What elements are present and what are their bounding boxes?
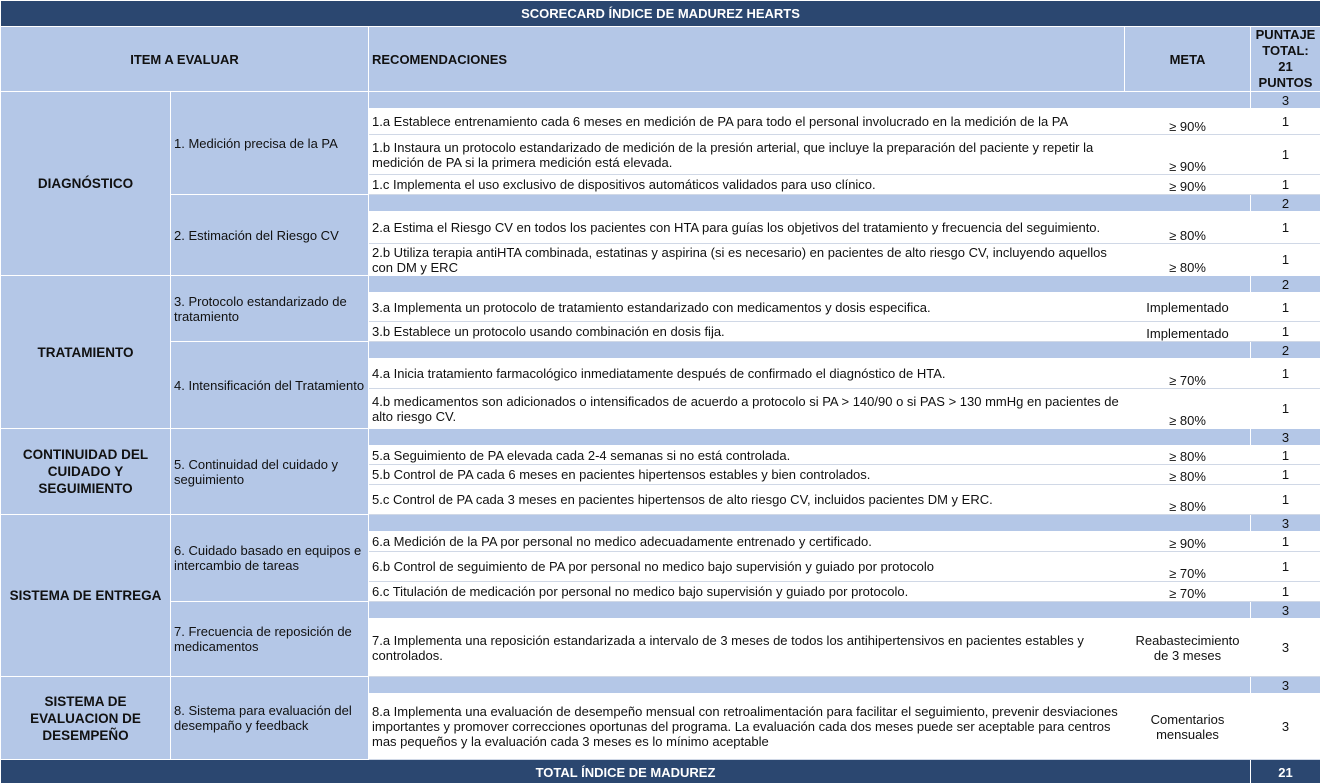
- meta-1a: ≥ 90%: [1125, 109, 1251, 135]
- points-4a: 1: [1251, 359, 1320, 389]
- group-spacer: [369, 92, 1251, 109]
- recommendation-1c: 1.c Implementa el uso exclusivo de dispositivos automáticos validados para uso clínico.: [369, 175, 1125, 195]
- points-6c: 1: [1251, 582, 1320, 602]
- group-points-8: 3: [1251, 677, 1320, 694]
- points-8a: 3: [1251, 694, 1320, 760]
- meta-4b: ≥ 80%: [1125, 389, 1251, 429]
- group-points-4: 2: [1251, 342, 1320, 359]
- category-diagnostico: DIAGNÓSTICO: [1, 92, 171, 276]
- meta-8a: Comentarios mensuales: [1125, 694, 1251, 760]
- points-1b: 1: [1251, 135, 1320, 175]
- category-tratamiento: TRATAMIENTO: [1, 276, 171, 429]
- meta-2b: ≥ 80%: [1125, 244, 1251, 276]
- item-1: 1. Medición precisa de la PA: [171, 92, 369, 195]
- meta-1b: ≥ 90%: [1125, 135, 1251, 175]
- points-3b: 1: [1251, 322, 1320, 342]
- meta-4a: ≥ 70%: [1125, 359, 1251, 389]
- meta-2a: ≥ 80%: [1125, 212, 1251, 244]
- recommendation-6a: 6.a Medición de la PA por personal no medico adecuadamente entrenado y certificado.: [369, 532, 1125, 552]
- header-recommendations: RECOMENDACIONES: [369, 27, 1125, 92]
- group-spacer: [369, 429, 1251, 446]
- group-spacer: [369, 515, 1251, 532]
- meta-6c: ≥ 70%: [1125, 582, 1251, 602]
- points-6a: 1: [1251, 532, 1320, 552]
- item-6: 6. Cuidado basado en equipos e intercambio de tareas: [171, 515, 369, 602]
- points-5a: 1: [1251, 446, 1320, 465]
- recommendation-5c: 5.c Control de PA cada 3 meses en pacientes hipertensos de alto riesgo CV, incluidos pacientes DM y ERC.: [369, 485, 1125, 515]
- points-4b: 1: [1251, 389, 1320, 429]
- item-7: 7. Frecuencia de reposición de medicamentos: [171, 602, 369, 677]
- recommendation-7a: 7.a Implementa una reposición estandarizada a intervalo de 3 meses de todos los antihipertensivos en pacientes estables y controlados.: [369, 619, 1125, 677]
- points-3a: 1: [1251, 293, 1320, 322]
- meta-3b: Implementado: [1125, 322, 1251, 342]
- meta-5c: ≥ 80%: [1125, 485, 1251, 515]
- group-points-1: 3: [1251, 92, 1320, 109]
- meta-6a: ≥ 90%: [1125, 532, 1251, 552]
- recommendation-2b: 2.b Utiliza terapia antiHTA combinada, estatinas y aspirina (si es necesario) en pacientes de alto riesgo CV, incluyendo aquellos con DM y ERC: [369, 244, 1125, 276]
- meta-3a: Implementado: [1125, 293, 1251, 322]
- points-1c: 1: [1251, 175, 1320, 195]
- recommendation-2a: 2.a Estima el Riesgo CV en todos los pacientes con HTA para guías los objetivos del tratamiento y frecuencia del seguimiento.: [369, 212, 1125, 244]
- points-2b: 1: [1251, 244, 1320, 276]
- header-item: ITEM A EVALUAR: [1, 27, 369, 92]
- points-1a: 1: [1251, 109, 1320, 135]
- recommendation-1b: 1.b Instaura un protocolo estandarizado de medición de la presión arterial, que incluye la preparación del paciente y repetir la medición de PA si la primera medición está elevada.: [369, 135, 1125, 175]
- points-7a: 3: [1251, 619, 1320, 677]
- recommendation-3b: 3.b Establece un protocolo usando combinación en dosis fija.: [369, 322, 1125, 342]
- category-continuidad: CONTINUIDAD DEL CUIDADO Y SEGUIMIENTO: [1, 429, 171, 515]
- header-meta: META: [1125, 27, 1251, 92]
- recommendation-4a: 4.a Inicia tratamiento farmacológico inmediatamente después de confirmado el diagnóstico de HTA.: [369, 359, 1125, 389]
- recommendation-5b: 5.b Control de PA cada 6 meses en pacientes hipertensos estables y bien controlados.: [369, 465, 1125, 485]
- recommendation-1a: 1.a Establece entrenamiento cada 6 meses en medición de PA para todo el personal involucrado en la medición de la PA: [369, 109, 1125, 135]
- points-5b: 1: [1251, 465, 1320, 485]
- meta-7a: Reabastecimiento de 3 meses: [1125, 619, 1251, 677]
- points-6b: 1: [1251, 552, 1320, 582]
- item-8: 8. Sistema para evaluación del desempaño y feedback: [171, 677, 369, 760]
- meta-6b: ≥ 70%: [1125, 552, 1251, 582]
- category-evaluacion: SISTEMA DE EVALUACION DE DESEMPEÑO: [1, 677, 171, 760]
- recommendation-4b: 4.b medicamentos son adicionados o intensificados de acuerdo a protocolo si PA > 140/90 o si PAS > 130 mmHg en pacientes de alto riesgo CV.: [369, 389, 1125, 429]
- recommendation-5a: 5.a Seguimiento de PA elevada cada 2-4 semanas si no está controlada.: [369, 446, 1125, 465]
- item-4: 4. Intensificación del Tratamiento: [171, 342, 369, 429]
- item-3: 3. Protocolo estandarizado de tratamiento: [171, 276, 369, 342]
- points-2a: 1: [1251, 212, 1320, 244]
- category-entrega: SISTEMA DE ENTREGA: [1, 515, 171, 677]
- group-spacer: [369, 342, 1251, 359]
- group-points-2: 2: [1251, 195, 1320, 212]
- points-5c: 1: [1251, 485, 1320, 515]
- scorecard-title: SCORECARD ÍNDICE DE MADUREZ HEARTS: [1, 1, 1320, 27]
- group-spacer: [369, 602, 1251, 619]
- total-label: TOTAL ÍNDICE DE MADUREZ: [1, 760, 1251, 783]
- group-spacer: [369, 677, 1251, 694]
- item-2: 2. Estimación del Riesgo CV: [171, 195, 369, 276]
- group-spacer: [369, 276, 1251, 293]
- group-points-6: 3: [1251, 515, 1320, 532]
- meta-5a: ≥ 80%: [1125, 446, 1251, 465]
- header-score: PUNTAJE TOTAL: 21 PUNTOS: [1251, 27, 1320, 92]
- item-5: 5. Continuidad del cuidado y seguimiento: [171, 429, 369, 515]
- recommendation-3a: 3.a Implementa un protocolo de tratamiento estandarizado con medicamentos y dosis especifica.: [369, 293, 1125, 322]
- recommendation-6b: 6.b Control de seguimiento de PA por personal no medico bajo supervisión y guiado por protocolo: [369, 552, 1125, 582]
- meta-5b: ≥ 80%: [1125, 465, 1251, 485]
- group-spacer: [369, 195, 1251, 212]
- group-points-5: 3: [1251, 429, 1320, 446]
- meta-1c: ≥ 90%: [1125, 175, 1251, 195]
- recommendation-6c: 6.c Titulación de medicación por personal no medico bajo supervisión y guiado por protocolo.: [369, 582, 1125, 602]
- group-points-7: 3: [1251, 602, 1320, 619]
- recommendation-8a: 8.a Implementa una evaluación de desempeño mensual con retroalimentación para facilitar el seguimiento, prevenir desviaciones importantes y promover correcciones oportunas del programa. La evaluación cada dos meses puede ser aceptable para centros mas pequeños y la evaluación cada 3 meses es lo mínimo aceptable: [369, 694, 1125, 760]
- group-points-3: 2: [1251, 276, 1320, 293]
- total-value: 21: [1251, 760, 1320, 783]
